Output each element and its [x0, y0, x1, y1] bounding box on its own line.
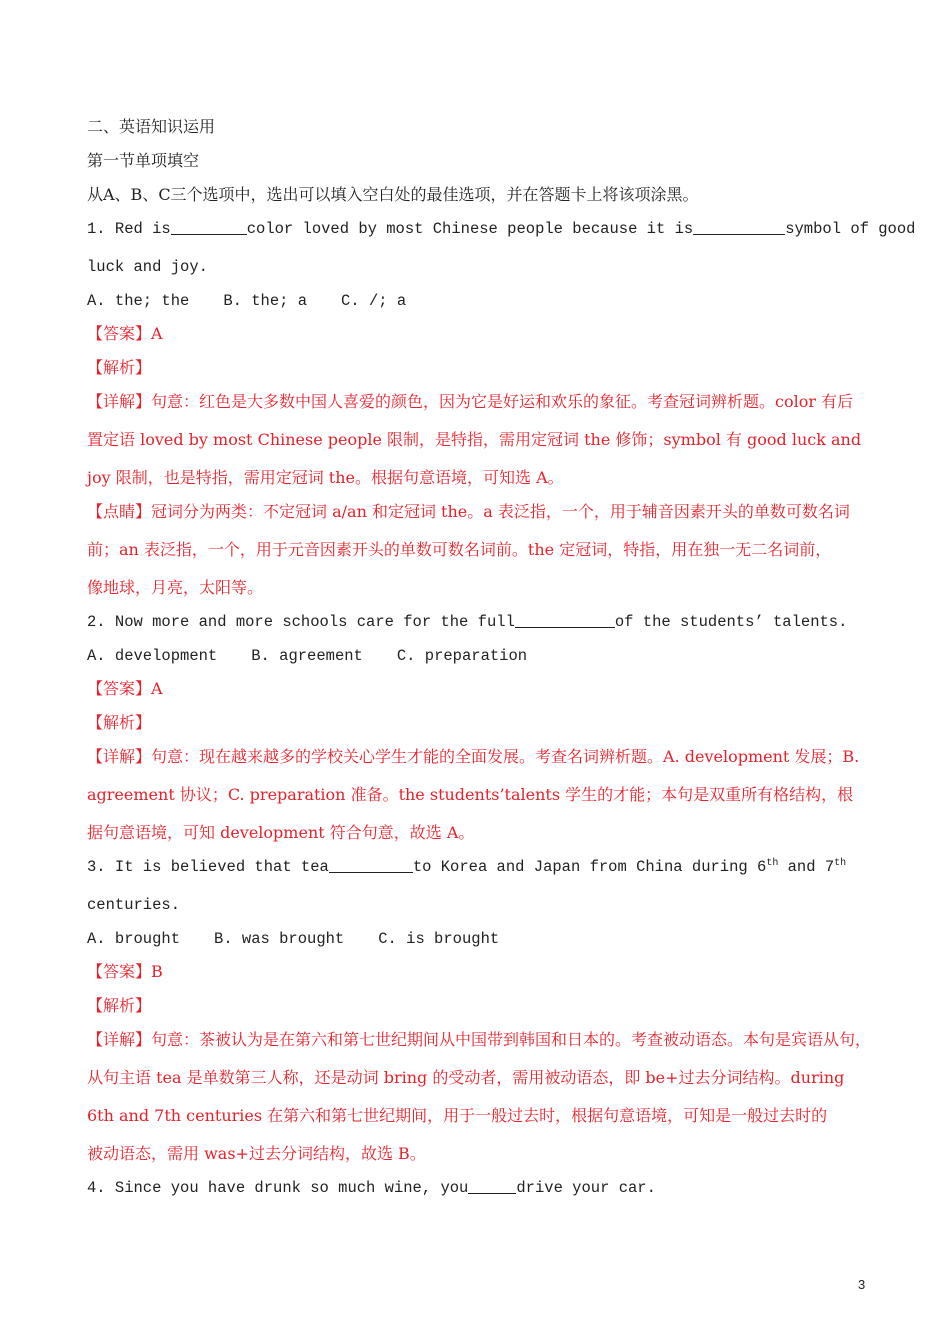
section-heading: 二、英语知识运用 — [87, 117, 216, 136]
q4-blank — [468, 1177, 516, 1194]
q1-option-c: C. /; a — [341, 292, 407, 310]
q3-sup1: th — [766, 857, 779, 869]
q3-option-c: C. is brought — [378, 930, 500, 948]
question-4-stem — [87, 1177, 890, 1199]
q4-part2: drive your car. — [516, 1179, 656, 1197]
q1-answer — [87, 323, 890, 345]
section-subheading: 第一节单项填空 — [87, 151, 200, 170]
q2-answer-value: A — [151, 679, 163, 698]
q3-part1: 3. It is believed that tea — [87, 858, 329, 876]
q2-option-c: C. preparation — [396, 647, 528, 665]
detail-label: 【详解】 — [87, 747, 152, 766]
q1-part3: symbol of good — [785, 220, 916, 238]
question-1-stem — [87, 218, 916, 240]
q2-part1: 2. Now more and more schools care for the full — [87, 613, 515, 631]
q2-detail-line3: 据句意语境，可知 development 符合句意，故选 A。 — [87, 823, 475, 842]
q3-option-b: B. was brought — [214, 930, 345, 948]
q1-analysis-label — [87, 357, 890, 379]
q3-options — [87, 928, 890, 950]
q3-detail-text1: 句意：茶被认为是在第六和第七世纪期间从中国带到韩国和日本的。考查被动语态。本句是宾语从句， — [151, 1030, 872, 1049]
answer-label: 【答案】 — [87, 962, 152, 981]
q2-options — [87, 645, 890, 667]
q3-analysis-label — [87, 995, 890, 1017]
q3-option-a: A. brought — [87, 930, 181, 948]
q1-answer-value: A — [151, 324, 163, 343]
q1-tip-line1 — [87, 501, 890, 523]
q4-part1: 4. Since you have drunk so much wine, you — [87, 1179, 469, 1197]
q1-tip-text1: 冠词分为两类：不定冠词 a/an 和定冠词 the。a 表泛指，一个，用于辅音因素开头的单数可数名词 — [151, 502, 850, 521]
question-2-stem — [87, 611, 890, 633]
q1-options — [87, 290, 890, 312]
q3-detail-line2: 从句主语 tea 是单数第三人称，还是动词 bring 的受动者，需用被动语态，即 be+过去分词结构。during — [87, 1068, 845, 1087]
q1-detail-line3: joy 限制，也是特指，需用定冠词 the。根据句意语境，可知选 A。 — [87, 468, 564, 487]
q1-stem-line2: luck and joy. — [87, 258, 208, 276]
q1-tip-line3: 像地球，月亮，太阳等。 — [87, 578, 264, 597]
q2-detail-line1 — [87, 746, 890, 768]
tip-label: 【点睛】 — [87, 502, 152, 521]
answer-label: 【答案】 — [87, 324, 152, 343]
q1-detail-line2: 置定语 loved by most Chinese people 限制，是特指，需用定冠词 the 修饰；symbol 有 good luck and — [87, 430, 862, 449]
analysis-label: 【解析】 — [87, 996, 152, 1015]
q1-option-a: A. the; the — [87, 292, 190, 310]
analysis-label: 【解析】 — [87, 358, 152, 377]
q1-part2: color loved by most Chinese people because it is — [246, 220, 694, 238]
q1-blank-2 — [693, 218, 785, 235]
q1-blank-1 — [171, 218, 247, 235]
q2-detail-text1: 句意：现在越来越多的学校关心学生才能的全面发展。考查名词辨析题。A. development 发展；B. — [151, 747, 860, 766]
q2-part2: of the students’ talents. — [614, 613, 848, 631]
q3-detail-line3: 6th and 7th centuries 在第六和第七世纪期间，用于一般过去时，根据句意语境，可知是一般过去时的 — [87, 1106, 828, 1125]
q1-detail-line1 — [87, 391, 890, 413]
q1-detail-text1: 句意：红色是大多数中国人喜爱的颜色，因为它是好运和欢乐的象征。考查冠词辨析题。color 有后 — [151, 392, 854, 411]
q3-blank — [329, 856, 413, 873]
q2-analysis-label — [87, 712, 890, 734]
q3-stem-line2: centuries. — [87, 896, 181, 914]
detail-label: 【详解】 — [87, 1030, 152, 1049]
q3-part3: and 7 — [778, 858, 835, 876]
q1-option-b: B. the; a — [223, 292, 308, 310]
q2-option-a: A. development — [87, 647, 218, 665]
q2-answer — [87, 678, 890, 700]
q2-detail-line2: agreement 协议；C. preparation 准备。the students’talents 学生的才能；本句是双重所有格结构，根 — [87, 785, 854, 804]
q2-option-b: B. agreement — [251, 647, 363, 665]
question-3-stem — [87, 856, 890, 878]
page-number: 3 — [858, 1277, 866, 1292]
q1-tip-line2: 前；an 表泛指，一个，用于元音因素开头的单数可数名词前。the 定冠词，特指，用在独一无二名词前， — [87, 540, 832, 559]
detail-label: 【详解】 — [87, 392, 152, 411]
q3-detail-line1 — [87, 1029, 890, 1051]
q3-answer — [87, 961, 890, 983]
q3-part2: to Korea and Japan from China during 6 — [412, 858, 767, 876]
q3-detail-line4: 被动语态，需用 was+过去分词结构，故选 B。 — [87, 1144, 426, 1163]
q3-answer-value: B — [151, 962, 163, 981]
q3-sup2: th — [834, 857, 847, 869]
analysis-label: 【解析】 — [87, 713, 152, 732]
q2-blank — [515, 611, 615, 628]
answer-label: 【答案】 — [87, 679, 152, 698]
q1-part1: 1. Red is — [87, 220, 171, 238]
section-instruction: 从A、B、C三个选项中，选出可以填入空白处的最佳选项，并在答题卡上将该项涂黑。 — [87, 185, 699, 204]
